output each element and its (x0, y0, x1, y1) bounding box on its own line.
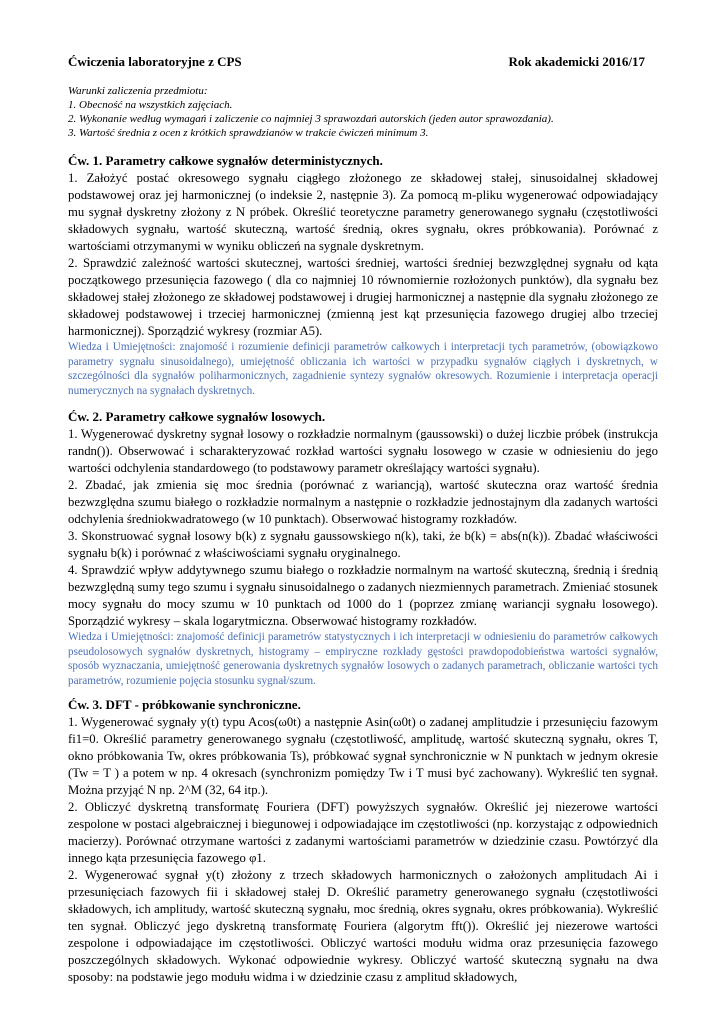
academic-year: Rok akademicki 2016/17 (508, 54, 645, 69)
exercise-3-task-1: 1. Wygenerować sygnały y(t) typu Acos(ω0t) a następnie Asin(ω0t) o zadanej amplitudzie i przesunięciu fazowym fi1=0. Określić parametry generowanego sygnału (częstotliwość, amplitudę, wartość skuteczną sygnału, okres T, okno próbkowania Tw, okres próbkowania Ts), próbkować sygnał synchronicznie w N punktach w jednym okresie (Tw = T ) a potem w np. 4 okresach (synchronizm pomiędzy Tw i T musi być zachowany). Wykreślić ten sygnał. Można przyjąć N np. 2^M (32, 64 itp.). (68, 715, 658, 797)
exercise-3-task-3: 2. Wygenerować sygnał y(t) złożony z trzech składowych harmonicznych o założonych amplitudach Ai i przesunięciach fazowych fii i składowej stałej D. Określić parametry generowanego sygnału (częstotliwości składowych, ich amplitudy, wartość skuteczną sygnału, moc średnią, okres sygnału, okres próbkowania). Wykreślić ten sygnał. Obliczyć jego dyskretną transformatę Fouriera (algorytm fft()). Określić jej niezerowe wartości zespolone i odpowiadające im częstotliwości. Obliczyć wartości modułu widma oraz przesunięcia fazowego poszczególnych składowych. Wykonać odpowiednie wykresy. Obliczyć wartość skuteczną sygnału na dwa sposoby: na podstawie jego modułu widma i w dziedzinie czasu z amplitud składowych, (68, 868, 658, 984)
exercise-1 (68, 152, 658, 398)
page-header (68, 54, 645, 70)
exercise-1-task-1: 1. Założyć postać okresowego sygnału ciągłego złożonego ze składowej stałej, sinusoidalnej składowej podstawowej oraz jej harmonicznej (o indeksie 2, następnie 3). Za pomocą m-pliku wygenerować odpowiadający mu sygnał dyskretny złożony z N próbek. Określić teoretyczne parametry generowanego sygnału (częstotliwości składowych sygnału, wartość skuteczną, wartość średnią, okres sygnału, okres próbkowania). Porównać z wartościami otrzymanymi w wyniku obliczeń na sygnale dyskretnym. (68, 171, 658, 253)
exercise-3 (68, 696, 658, 986)
exercise-2-task-3: 3. Skonstruować sygnał losowy b(k) z sygnału gaussowskiego n(k), taki, że b(k) = abs(n(k)). Zbadać właściwości sygnału b(k) i porównać z właściwościami sygnału oryginalnego. (68, 529, 658, 560)
exercise-2-task-4: 4. Sprawdzić wpływ addytywnego szumu białego o rozkładzie normalnym na wartość skuteczną, średnią i średnią bezwzględną sumy tego szumu i sygnału sinusoidalnego o zadanych niezmiennych parametrach. Zmieniać stosunek mocy sygnału do mocy szumu w 10 punktach od 1000 do 1 (poprzez zmianę wariancji sygnału losowego). Sporządzić wykresy – skala logarytmiczna. Obserwować histogramy rozkładów. (68, 563, 658, 628)
pass-condition-item: 1. Obecność na wszystkich zajęciach. (68, 99, 233, 111)
exercise-3-title: Ćw. 3. DFT - próbkowanie synchroniczne. (68, 697, 301, 712)
pass-conditions (68, 84, 554, 140)
exercise-1-task-2: 2. Sprawdzić zależność wartości skutecznej, wartości średniej, wartości średniej bezwzględnej sygnału od kąta początkowego przesunięcia fazowego ( dla co najmniej 10 równomiernie rozłożonych punktów), dla sygnału bez składowej stałej złożonego ze składowej podstawowej i drugiej harmonicznej a następnie dla sygnału złożonego ze składowej podstawowej i trzeciej harmonicznej (zmienną jest kąt przesunięcia fazowego drugiej albo trzeciej harmonicznej). Sporządzić wykresy (rozmiar A5). (68, 256, 658, 338)
exercise-1-title: Ćw. 1. Parametry całkowe sygnałów deterministycznych. (68, 153, 383, 168)
exercise-1-skills: Wiedza i Umiejętności: znajomość i rozumienie definicji parametrów całkowych i interpretacji tych parametrów, (obowiązkowo parametry sygnału sinusoidalnego), umiejętność obliczania ich wartości w przypadku sygnałów ciągłych i dyskretnych, w szczególności dla sygnałów poliharmonicznych, zagadnienie syntezy sygnałów okresowych. Rozumienie i interpretacja operacji numerycznych na sygnałach dyskretnych. (68, 341, 658, 397)
pass-condition-item: 3. Wartość średnia z ocen z krótkich sprawdzianów w trakcie ćwiczeń minimum 3. (68, 127, 429, 139)
exercise-2-task-1: 1. Wygenerować dyskretny sygnał losowy o rozkładzie normalnym (gaussowski) o dużej liczbie próbek (instrukcja randn()). Obserwować i scharakteryzować rozkład wartości sygnału losowego w czasie w odniesieniu do jego wartości odchylenia standardowego (to podstawowy parametr określający wartości sygnału). (68, 427, 658, 475)
exercise-2-task-2: 2. Zbadać, jak zmienia się moc średnia (porównać z wariancją), wartość skuteczna oraz wartość średnia bezwzględna szumu białego o rozkładzie normalnym a następnie o rozkładzie jednostajnym dla zadanych wartości odchylenia średniokwadratowego (w 10 punktach). Obserwować histogramy rozkładów. (68, 478, 658, 526)
course-title: Ćwiczenia laboratoryjne z CPS (68, 54, 242, 69)
exercise-2-title: Ćw. 2. Parametry całkowe sygnałów losowych. (68, 409, 326, 424)
exercise-3-task-2: 2. Obliczyć dyskretną transformatę Fouriera (DFT) powyższych sygnałów. Określić jej niezerowe wartości zespolone w postaci algebraicznej i biegunowej i odpowiadające im częstotliwości (np. korzystając z odpowiednich macierzy). Porównać otrzymane wartości z zadanymi wartościami parametrów w dziedzinie czasu. Powtórzyć dla innego kąta przesunięcia fazowego φ1. (68, 800, 658, 865)
pass-condition-item: 2. Wykonanie według wymagań i zaliczenie co najmniej 3 sprawozdań autorskich (jeden autor sprawozdania). (68, 113, 554, 125)
exercise-2-skills: Wiedza i Umiejętności: znajomość definicji parametrów statystycznych i ich interpretacji w odniesieniu do parametrów całkowych pseudolosowych sygnałów dyskretnych, histogramy – empiryczne rozkłady gęstości prawdopodobieństwa wartości sygnałów, sposób wyznaczania, umiejętność generowania dyskretnych sygnałów losowych o zadanych parametrach, obliczanie wartości tych parametrów, rozumienie pojęcia stosunku sygnał/szum. (68, 631, 658, 687)
exercise-2 (68, 408, 658, 688)
pass-conditions-title: Warunki zaliczenia przedmiotu: (68, 85, 208, 97)
